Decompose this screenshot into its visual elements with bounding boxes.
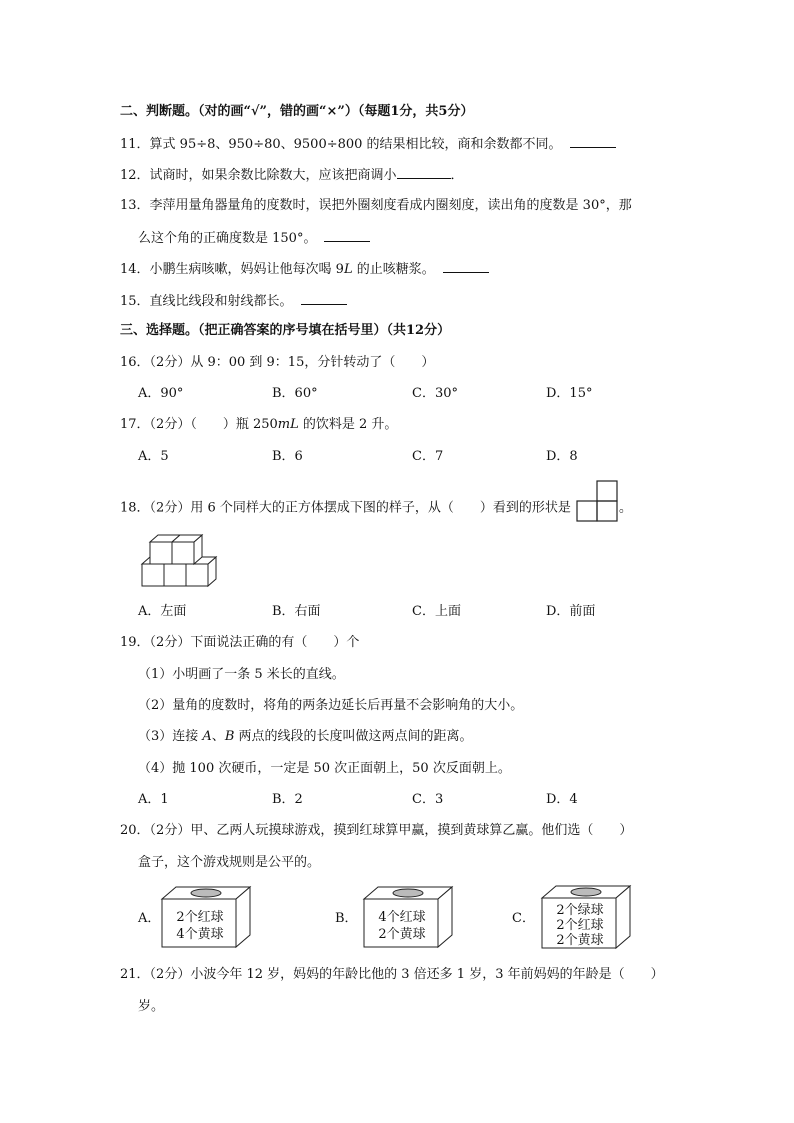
question-14 [120, 260, 489, 279]
option-b[interactable]: B．6 [272, 449, 303, 464]
statement-3 [138, 728, 473, 746]
question-15-text: 15．直线比线段和射线都长。 [120, 294, 293, 309]
option-d[interactable]: D．前面 [546, 604, 596, 619]
box-c-hole [571, 888, 601, 896]
option-c[interactable]: C．上面 [412, 604, 461, 619]
option-d[interactable]: D．15° [546, 386, 593, 401]
statement-2: （2）量角的度数时，将角的两条边延长后再量不会影响角的大小。 [138, 698, 524, 713]
question-14-post: 的止咳糖浆。 [352, 262, 435, 277]
question-18-pre: 18．（2分）用 6 个同样大的正方体摆成下图的样子，从（ ）看到的形状是 [120, 500, 571, 516]
statement-3-pre: （3）连接 [138, 729, 203, 744]
question-19-stem: 19．（2分）下面说法正确的有（ ）个 [120, 635, 360, 650]
question-21-line2: 岁。 [138, 999, 165, 1014]
box-b-line-1: 4个红球 [378, 910, 426, 925]
box-c-line-2: 2个红球 [556, 918, 604, 933]
answer-blank-14[interactable] [443, 260, 489, 273]
view-square-top [597, 481, 617, 501]
point-b: B [224, 729, 235, 744]
box-b-line-2: 2个黄球 [378, 927, 426, 942]
question-20-line2: 盒子，这个游戏规则是公平的。 [138, 855, 321, 870]
view-square-bottom-right [597, 501, 617, 521]
question-17-post: 的饮料是 2 升。 [298, 417, 398, 432]
question-21-line1: 21．（2分）小波今年 12 岁，妈妈的年龄比他的 3 倍还多 1 岁，3 年前妈妈的年龄是（ ） [120, 967, 664, 982]
box-c-line-3: 2个黄球 [556, 933, 604, 948]
box-a-line-1: 2个红球 [176, 910, 224, 925]
question-20-line1: 20．（2分）甲、乙两人玩摸球游戏，摸到红球算甲赢，摸到黄球算乙赢。他们选（ ） [120, 823, 633, 838]
cube-upper-2-front [172, 542, 194, 564]
statement-4: （4）抛 100 次硬币，一定是 50 次正面朝上，50 次反面朝上。 [138, 761, 511, 776]
question-15 [120, 292, 347, 311]
question-13-text: 么这个角的正确度数是 150°。 [138, 231, 317, 246]
point-a: A [202, 729, 212, 744]
box-b-label[interactable]: B． [335, 911, 358, 926]
option-b[interactable]: B．60° [272, 386, 318, 401]
question-16-stem: 16．（2分）从 9：00 到 9：15，分针转动了（ ） [120, 355, 435, 370]
option-b[interactable]: B．右面 [272, 604, 321, 619]
answer-blank-15[interactable] [301, 292, 347, 305]
statement-1: （1）小明画了一条 5 米长的直线。 [138, 667, 345, 682]
question-17-options [138, 448, 698, 466]
question-18-stem [120, 494, 632, 522]
cube-stack-figure [138, 534, 220, 590]
question-13-line1: 13．李萍用量角器量角的度数时，误把外圈刻度看成内圈刻度，读出角的度数是 30°，那 [120, 198, 632, 213]
cube-bottom-2-front [164, 564, 186, 586]
box-c-line-1: 2个绿球 [556, 903, 604, 918]
question-17-stem [120, 416, 397, 434]
box-a-label[interactable]: A． [138, 911, 161, 926]
view-square-bottom-left [577, 501, 597, 521]
cube-bottom-3-front [186, 564, 208, 586]
option-c[interactable]: C．3 [412, 792, 444, 807]
box-a-hole [191, 889, 221, 897]
option-a[interactable]: A．5 [138, 449, 169, 464]
ball-box-c[interactable] [540, 884, 632, 950]
question-12-end: ． [450, 168, 464, 183]
section2-title: 二、判断题。（对的画“√”，错的画“×”）（每题1分，共5分） [120, 104, 474, 119]
question-19-options [138, 791, 698, 809]
option-d[interactable]: D．4 [546, 792, 578, 807]
option-c[interactable]: C．30° [412, 386, 458, 401]
question-12-text: 12．试商时，如果余数比除数大，应该把商调小 [120, 168, 397, 183]
box-c-label[interactable]: C． [512, 911, 535, 926]
question-17-pre: 17．（2分）（ ）瓶 250 [120, 417, 278, 432]
question-11-text: 11．算式 95÷8、950÷80、9500÷800 的结果相比较，商和余数都不同。 [120, 137, 562, 152]
box-b-hole [393, 889, 423, 897]
option-d[interactable]: D．8 [546, 449, 578, 464]
ball-box-a[interactable] [160, 885, 252, 949]
statement-3-post: 两点的线段的长度叫做这两点间的距离。 [234, 729, 473, 744]
statement-3-sep: 、 [211, 729, 225, 744]
question-14-pre: 14．小鹏生病咳嗽，妈妈让他每次喝 9 [120, 262, 344, 277]
cube-bottom-1-front [142, 564, 164, 586]
answer-blank-12[interactable] [397, 166, 451, 179]
ball-box-b[interactable] [362, 885, 454, 949]
question-12 [120, 166, 464, 185]
section3-title: 三、选择题。（把正确答案的序号填在括号里）（共12分） [120, 323, 451, 338]
answer-blank-13[interactable] [324, 229, 370, 242]
question-17-unit: mL [277, 417, 299, 432]
question-14-unit: L [343, 262, 353, 277]
question-18-post: 。 [619, 500, 633, 516]
option-a[interactable]: A．左面 [138, 604, 187, 619]
answer-blank-11[interactable] [570, 135, 616, 148]
option-c[interactable]: C．7 [412, 449, 444, 464]
option-a[interactable]: A．90° [138, 386, 184, 401]
question-16-options [138, 385, 698, 403]
option-a[interactable]: A．1 [138, 792, 169, 807]
view-shape-figure [575, 480, 619, 522]
box-a-line-2: 4个黄球 [176, 927, 224, 942]
option-b[interactable]: B．2 [272, 792, 303, 807]
question-18-options [138, 603, 698, 621]
cube-upper-1-front [150, 542, 172, 564]
question-11 [120, 135, 616, 154]
question-13-line2 [138, 229, 370, 248]
